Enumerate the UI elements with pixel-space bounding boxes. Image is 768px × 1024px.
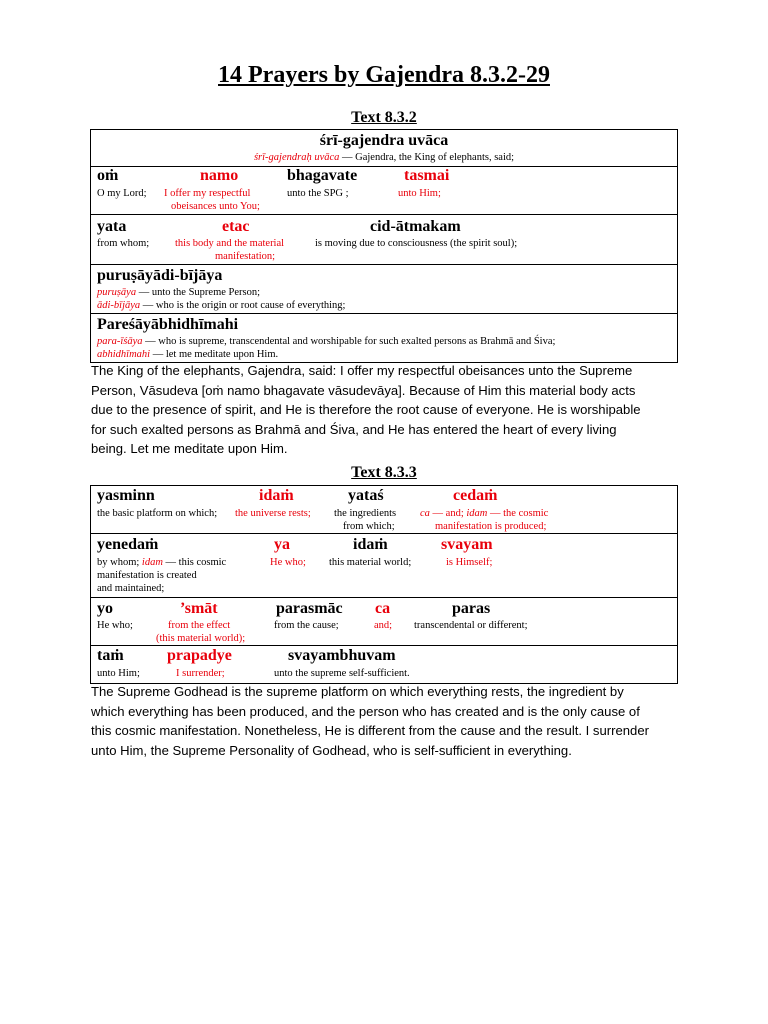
verse-header-row (91, 130, 677, 167)
sanskrit-word: yasminn (97, 487, 155, 504)
sanskrit-word: tasmai (404, 167, 450, 184)
paragraph-line: The Supreme Godhead is the supreme platform on which everything rests, the ingredient by (91, 684, 624, 699)
sanskrit-word: namo (200, 167, 239, 184)
word-gloss (97, 348, 278, 361)
gloss-term: puruṣāya (97, 287, 137, 298)
word-gloss: the universe rests; (235, 508, 311, 519)
word-gloss: this body and the material (175, 238, 285, 249)
word-row (91, 486, 677, 534)
word-row (91, 215, 677, 265)
word-gloss: unto the SPG ; (287, 188, 349, 199)
verse-table-8-3-2 (90, 129, 678, 363)
sanskrit-word: yo (97, 600, 113, 617)
sanskrit-word: ’smāt (180, 600, 218, 617)
gloss-text: — unto the Supreme Person; (136, 287, 261, 298)
word-gloss: unto the supreme self-sufficient. (274, 668, 410, 679)
word-gloss (420, 507, 548, 520)
word-gloss: manifestation is created (97, 570, 197, 581)
sanskrit-word: ca (375, 600, 391, 617)
gloss-term: abhidhīmahi (97, 349, 151, 360)
sanskrit-word: taṁ (97, 647, 124, 664)
paragraph-line: Person, Vāsudeva [oṁ namo bhagavate vāsudevāya]. Because of Him this material body acts (91, 382, 636, 398)
gloss-text: — Gajendra, the King of elephants, said; (339, 152, 515, 163)
word-gloss: is moving due to consciousness (the spirit soul); (315, 238, 518, 249)
sanskrit-word: puruṣāyādi-bījāya (97, 267, 223, 284)
sanskrit-word: idaṁ (353, 536, 388, 553)
sanskrit-word: cedaṁ (453, 487, 498, 504)
word-gloss (97, 556, 226, 569)
page-title: 14 Prayers by Gajendra 8.3.2-29 (218, 62, 550, 88)
sanskrit-word: bhagavate (287, 167, 358, 184)
word-gloss: this material world; (329, 557, 412, 568)
word-gloss: manifestation; (215, 251, 276, 262)
sanskrit-word: yataś (348, 487, 384, 504)
verse-table-8-3-3 (90, 485, 678, 684)
word-gloss: from the effect (168, 620, 231, 631)
gloss-text: — who is supreme, transcendental and worshipable for such exalted (142, 336, 435, 347)
gloss-term: para-īśāya (97, 336, 143, 347)
sanskrit-word: etac (222, 218, 250, 235)
paragraph-line: this cosmic manifestation. Nonetheless, He is different from the cause and the result. I surrender (91, 723, 649, 738)
sanskrit-word: paras (452, 600, 491, 617)
word-row (91, 646, 677, 683)
word-gloss: I offer my respectful (164, 188, 251, 199)
paragraph-line: for such exalted persons as Brahmā and Śiva, and He has entered the heart of every living (91, 421, 617, 437)
gloss-term: ca (420, 508, 430, 519)
word-row (91, 314, 677, 362)
word-gloss (97, 299, 345, 312)
word-gloss: the basic platform on which; (97, 508, 218, 519)
paragraph-line: being. Let me meditate upon Him. (91, 441, 288, 456)
gloss-term: ādi-bījāya (97, 300, 141, 311)
word-gloss: He who; (97, 620, 133, 631)
word-row (91, 265, 677, 314)
word-gloss (97, 286, 260, 299)
gloss-term: śrī-gajendraḥ uvāca (253, 152, 340, 163)
gloss-text: by whom; (97, 557, 142, 568)
word-gloss: obeisances unto You; (171, 201, 260, 212)
verse-header-gloss (91, 151, 677, 164)
word-gloss: manifestation is produced; (435, 521, 547, 532)
paragraph-line: unto Him, the Supreme Personality of Godhead, who is self-sufficient in everything. (91, 742, 572, 758)
gloss-term: idam (466, 508, 488, 519)
gloss-text: persons as Brahmā and Śiva; (434, 336, 556, 347)
sanskrit-word: svayam (441, 536, 493, 553)
text-8-3-3-heading: Text 8.3.3 (351, 464, 417, 481)
word-gloss: He who; (270, 557, 306, 568)
sanskrit-word: yata (97, 218, 127, 235)
word-gloss: O my Lord; (97, 188, 147, 199)
word-gloss: the ingredients (334, 508, 397, 519)
verse-header-word: śrī-gajendra uvāca (319, 132, 449, 149)
word-gloss: from which; (343, 521, 395, 532)
word-gloss: from whom; (97, 238, 150, 249)
word-gloss: transcendental or different; (414, 620, 528, 631)
sanskrit-word: svayambhuvam (288, 647, 396, 664)
word-gloss: and maintained; (97, 583, 165, 594)
gloss-text: — who is the origin or root cause of everything; (140, 300, 346, 311)
sanskrit-word: idaṁ (259, 487, 294, 504)
text-8-3-2-heading: Text 8.3.2 (351, 109, 417, 126)
sanskrit-word: Pareśāyābhidhīmahi (97, 316, 239, 333)
word-row (91, 167, 677, 215)
word-row (91, 598, 677, 646)
translation-paragraph-8-3-2 (91, 361, 679, 459)
word-gloss (97, 335, 555, 348)
word-gloss: unto Him; (398, 188, 441, 199)
word-gloss: (this material world); (156, 633, 246, 644)
paragraph-line: due to the presence of spirit, and He is therefore the root cause of everyone. He is worshipable (91, 402, 641, 417)
sanskrit-word: prapadye (167, 647, 232, 664)
word-gloss: from the cause; (274, 620, 339, 631)
word-gloss: I surrender; (176, 668, 225, 679)
gloss-text: — let me meditate upon Him. (150, 349, 279, 360)
word-row (91, 534, 677, 598)
sanskrit-word: yenedaṁ (97, 536, 159, 553)
gloss-text: — and; (429, 508, 467, 519)
sanskrit-word: cid-ātmakam (370, 218, 461, 235)
gloss-text: — this cosmic (162, 557, 227, 568)
paragraph-line: The King of the elephants, Gajendra, said: I offer my respectful obeisances unto the Supreme (91, 363, 633, 378)
gloss-term: idam (141, 557, 163, 568)
sanskrit-word: ya (274, 536, 290, 553)
word-gloss: unto Him; (97, 668, 140, 679)
sanskrit-word: parasmāc (276, 600, 343, 617)
word-gloss: and; (374, 620, 393, 631)
sanskrit-word: oṁ (97, 167, 119, 184)
word-gloss: is Himself; (446, 557, 493, 568)
paragraph-line: which everything has been produced, and the person who has created and is the only cause of (91, 703, 640, 719)
translation-paragraph-8-3-3 (91, 682, 679, 760)
gloss-text: — the cosmic (487, 508, 549, 519)
